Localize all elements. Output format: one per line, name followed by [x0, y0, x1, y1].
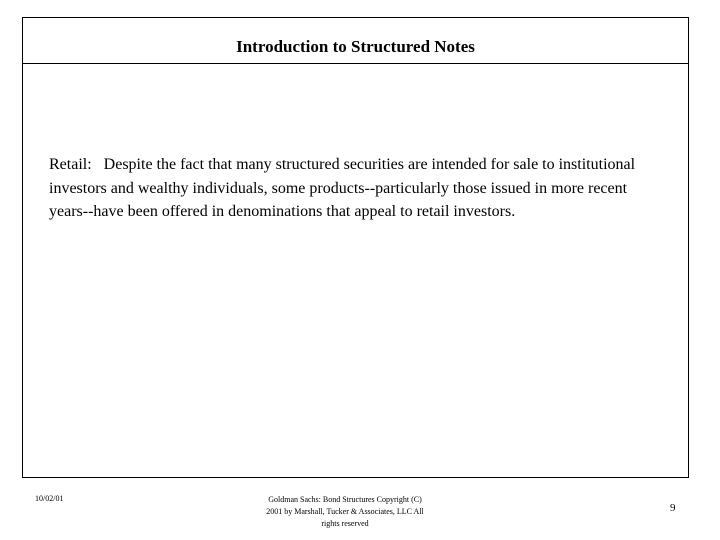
body-text: Despite the fact that many structured securities are intended for sale to institutional investors and wealthy individuals, some products--particularly those issued in more recent years--have been offered in denominations that appeal to retail investors.	[49, 156, 636, 220]
slide-frame	[22, 17, 689, 478]
title-bar	[23, 18, 688, 64]
body-term-separator: :	[87, 156, 92, 173]
body-term: Retail	[49, 156, 88, 173]
footer-date: 10/02/01	[35, 494, 64, 503]
footer-copyright-line-1: Goldman Sachs: Bond Structures Copyright (C)	[268, 495, 422, 504]
footer-copyright-line-3: rights reserved	[321, 519, 369, 528]
footer-copyright	[240, 494, 450, 530]
slide-title: Introduction to Structured Notes	[236, 37, 475, 56]
page-number: 9	[670, 502, 676, 514]
slide-body	[49, 153, 669, 224]
footer-copyright-line-2: 2001 by Marshall, Tucker & Associates, LLC All	[266, 507, 424, 516]
